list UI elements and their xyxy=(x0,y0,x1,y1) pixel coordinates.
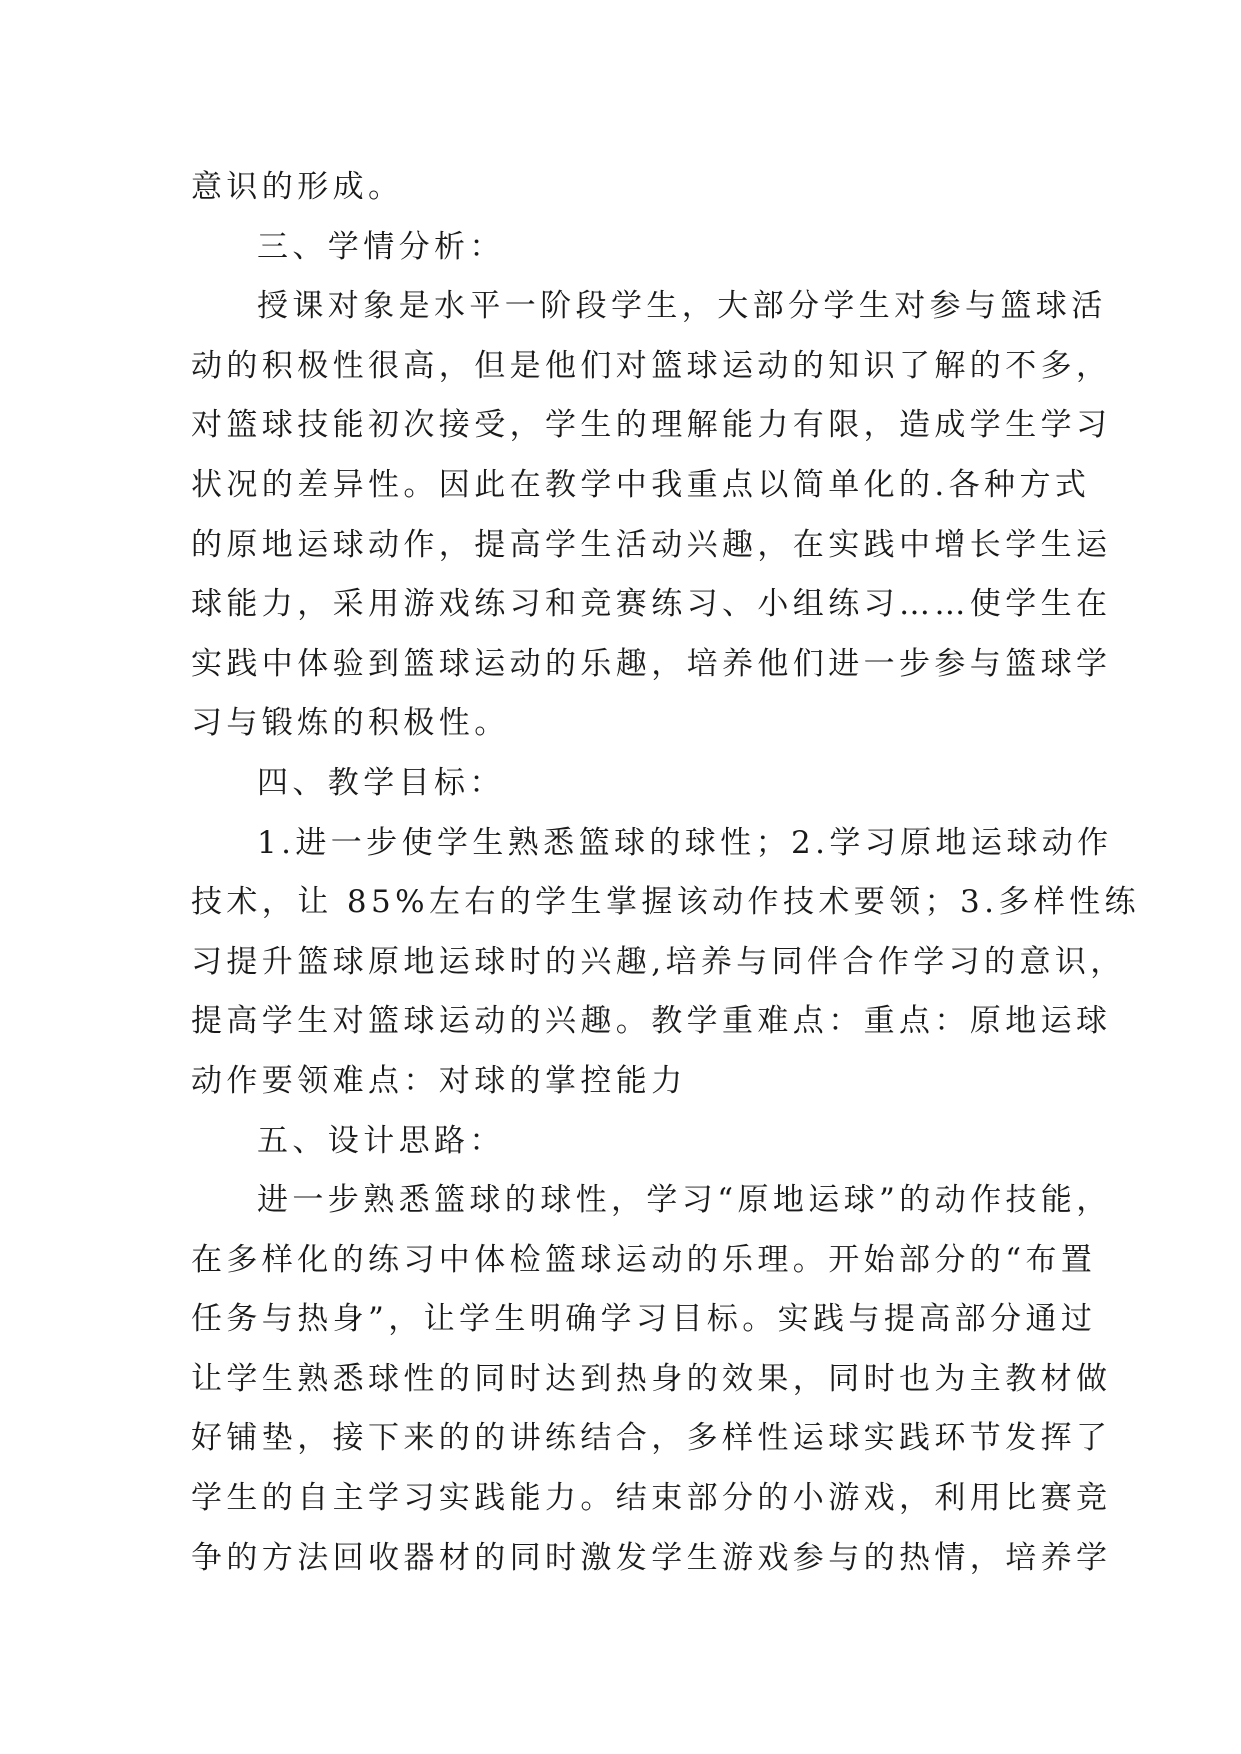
body-line: 状况的差异性。因此在教学中我重点以简单化的.各种方式 xyxy=(191,466,1091,503)
body-line: 习提升篮球原地运球时的兴趣,培养与同伴合作学习的意识， xyxy=(191,943,1126,980)
body-line: 技术，让 85%左右的学生掌握该动作技术要领；3.多样性练 xyxy=(191,884,1140,921)
body-line: 习与锻炼的积极性。 xyxy=(191,705,510,742)
body-line: 球能力，采用游戏练习和竞赛练习、小组练习……使学生在 xyxy=(191,586,1112,623)
paragraph-first-line: 1.进一步使学生熟悉篮球的球性；2.学习原地运球动作 xyxy=(257,824,1113,861)
paragraph-first-line: 授课对象是水平一阶段学生，大部分学生对参与篮球活 xyxy=(257,288,1107,325)
body-line: 动作要领难点：对球的掌控能力 xyxy=(191,1062,687,1099)
section-heading-teaching-goals: 四、教学目标： xyxy=(257,764,505,801)
body-line: 好铺垫，接下来的的讲练结合，多样性运球实践环节发挥了 xyxy=(191,1420,1112,1457)
body-line: 争的方法回收器材的同时激发学生游戏参与的热情，培养学 xyxy=(191,1539,1112,1576)
section-heading-learner-analysis: 三、学情分析： xyxy=(257,228,505,265)
body-line: 意识的形成。 xyxy=(191,169,404,205)
body-line: 在多样化的练习中体检篮球运动的乐理。开始部分的“布置 xyxy=(191,1241,1097,1278)
section-heading-design-ideas: 五、设计思路： xyxy=(257,1122,505,1159)
body-line: 提高学生对篮球运动的兴趣。教学重难点：重点：原地运球 xyxy=(191,1003,1112,1040)
body-line: 让学生熟悉球性的同时达到热身的效果，同时也为主教材做 xyxy=(191,1360,1112,1397)
body-line: 动的积极性很高，但是他们对篮球运动的知识了解的不多， xyxy=(191,347,1112,384)
document-body xyxy=(191,158,1140,1588)
body-line: 任务与热身”，让学生明确学习目标。实践与提高部分通过 xyxy=(191,1301,1097,1338)
paragraph-first-line: 进一步熟悉篮球的球性，学习“原地运球”的动作技能， xyxy=(257,1182,1112,1219)
body-line: 的原地运球动作，提高学生活动兴趣，在实践中增长学生运 xyxy=(191,526,1112,563)
body-line: 学生的自主学习实践能力。结束部分的小游戏，利用比赛竞 xyxy=(191,1480,1112,1517)
body-line: 对篮球技能初次接受，学生的理解能力有限，造成学生学习 xyxy=(191,407,1112,444)
body-line: 实践中体验到篮球运动的乐趣，培养他们进一步参与篮球学 xyxy=(191,645,1112,682)
